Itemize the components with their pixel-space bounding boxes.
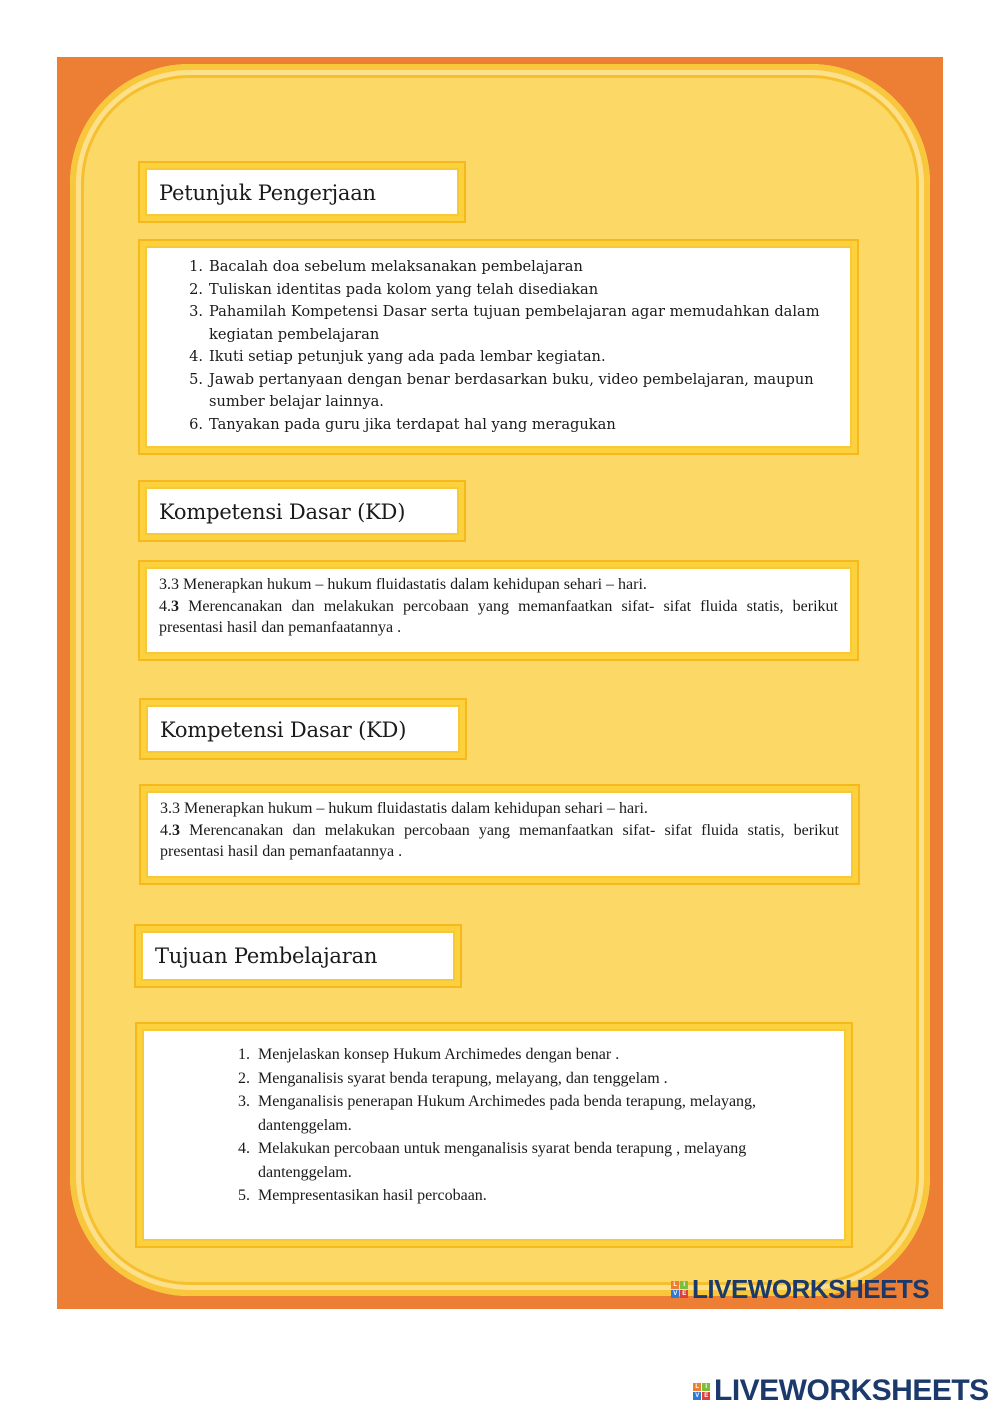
liveworksheets-logo-text: LIVEWORKSHEETS [714,1374,989,1407]
liveworksheets-logo-footer [693,1374,989,1408]
kd1-content [145,567,852,639]
kd2-line-2: 4.3 Merencanakan dan melakukan percobaan yang memanfaatkan sifat- sifat fluida statis, berikut presentasi hasil dan pemanfaatannya . [160,821,839,860]
kd1-title-box [140,482,464,540]
tujuan-list-box [137,1024,851,1246]
list-item: 4. Melakukan percobaan untuk menganalisis syarat benda terapung , melayang dantenggelam. [238,1140,747,1181]
kd1-content-box [140,562,857,659]
liveworksheets-logo-inner [671,1274,929,1305]
kd1-line-1: 3.3 Menerapkan hukum – hukum fluidastatis dalam kehidupan sehari – hari. [159,576,647,593]
tujuan-list [142,1029,846,1208]
list-item: 1. Menjelaskan konsep Hukum Archimedes dengan benar . [238,1046,620,1063]
kd1-title: Kompetensi Dasar (KD) [159,500,406,524]
tujuan-title: Tujuan Pembelajaran [155,944,378,968]
kd1-line-2: 4.3 Merencanakan dan melakukan percobaan yang memanfaatkan sifat- sifat fluida statis, berikut presentasi hasil dan pemanfaatannya . [159,597,838,636]
tujuan-title-box [136,926,460,986]
liveworksheets-mark-icon: L I V E [671,1281,688,1298]
kd2-content [146,791,853,863]
list-item: 1. Bacalah doa sebelum melaksanakan pembelajaran [189,258,583,275]
petunjuk-title: Petunjuk Pengerjaan [159,181,376,205]
kd2-content-box [141,786,858,883]
kd2-line-1: 3.3 Menerapkan hukum – hukum fluidastatis dalam kehidupan sehari – hari. [160,800,648,817]
petunjuk-list-box [140,241,857,453]
liveworksheets-logo-text: LIVEWORKSHEETS [692,1274,930,1304]
list-item: 6. Tanyakan pada guru jika terdapat hal yang meragukan [189,415,616,433]
list-item: 4. Ikuti setiap petunjuk yang ada pada lembar kegiatan. [189,348,606,365]
list-item: 5. Jawab pertanyaan dengan benar berdasarkan buku, video pembelajaran, maupun sumber belajar lainnya. [189,370,814,410]
kd2-title-box [141,700,465,758]
list-item: 5. Mempresentasikan hasil percobaan. [238,1187,487,1204]
petunjuk-title-box [140,163,464,221]
list-item: 3. Pahamilah Kompetensi Dasar serta tujuan pembelajaran agar memudahkan dalam kegiatan pembelajaran [189,303,820,343]
petunjuk-list [145,246,852,436]
liveworksheets-mark-icon: L I V E [693,1383,710,1400]
kd2-title: Kompetensi Dasar (KD) [160,718,407,742]
list-item: 2. Tuliskan identitas pada kolom yang telah disediakan [189,280,599,298]
list-item: 2. Menganalisis syarat benda terapung, melayang, dan tenggelam . [238,1069,668,1087]
list-item: 3. Menganalisis penerapan Hukum Archimedes pada benda terapung, melayang, dantenggelam. [238,1093,757,1134]
